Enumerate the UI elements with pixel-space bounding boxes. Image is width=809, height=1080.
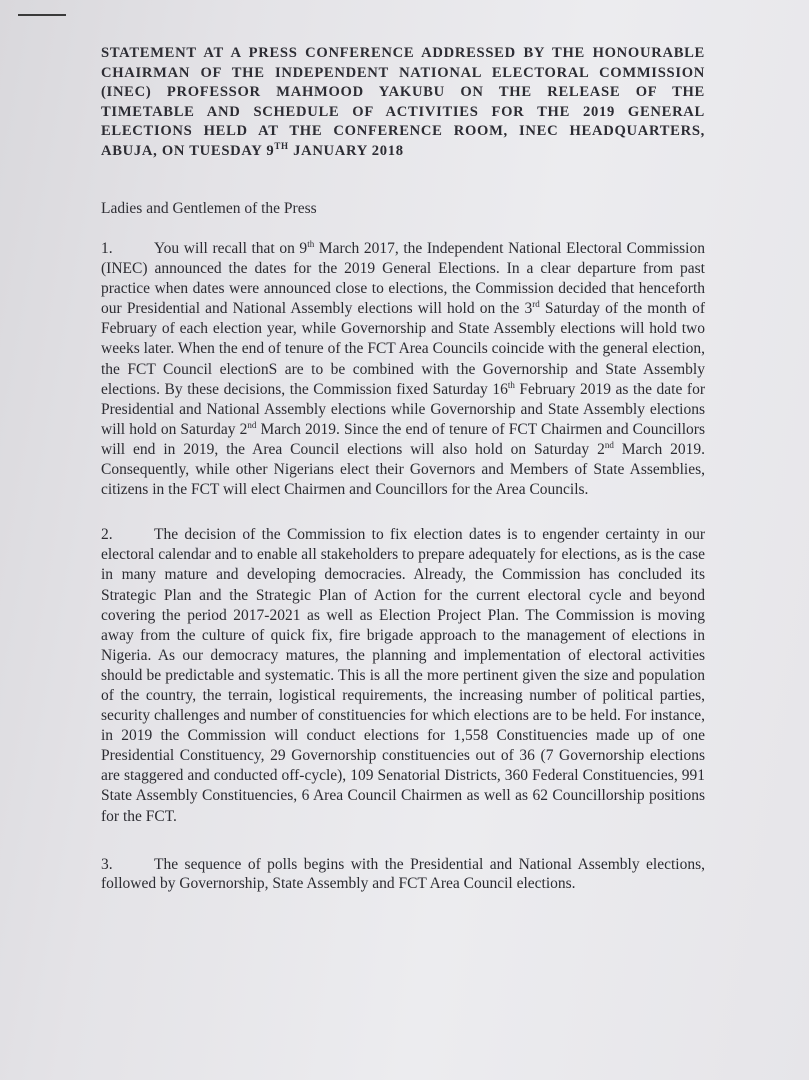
paragraph-text: March 2019. Since the end of tenure of FCT Chairmen and Councillors will end in 2019, the Area Council elections will also hold on Saturday 2 bbox=[101, 420, 705, 458]
ordinal-suffix: th bbox=[507, 379, 515, 390]
paragraph-3 bbox=[101, 855, 705, 893]
ordinal-suffix: rd bbox=[532, 299, 540, 310]
corner-mark bbox=[18, 14, 66, 16]
paragraph-text: February 2019 as the date for Presidential and National Assembly elections while Governorship and State Assembly elections will hold on Saturday 2 bbox=[101, 380, 705, 438]
paragraph-number: 2. bbox=[101, 526, 113, 544]
paragraph-number: 1. bbox=[101, 240, 113, 257]
ordinal-suffix: nd bbox=[247, 419, 257, 430]
paragraph-text: Saturday of the month of February of each election year, while Governorship and State Assembly elections will hold two weeks later. When the end of tenure of the FCT Area Councils coincide with the general election, the FCT Council electionS are to be combined with the Governorship and State Assembly elections. By these decisions, the Commission fixed Saturday 16 bbox=[101, 300, 705, 398]
title-text-end: JANUARY 2018 bbox=[288, 142, 404, 159]
ordinal-suffix: nd bbox=[604, 439, 614, 450]
paragraph-2 bbox=[101, 525, 705, 826]
document-title bbox=[101, 44, 705, 161]
title-text: STATEMENT AT A PRESS CONFERENCE ADDRESSED BY THE HONOURABLE CHAIRMAN OF THE INDEPENDENT NATIONAL ELECTORAL COMMISSION (INEC) PROFESSOR MAHMOOD YAKUBU ON THE RELEASE OF THE TIMETABLE AND SCHEDULE OF ACTIVITIES FOR THE 2019 GENERAL ELECTIONS HELD AT THE CONFERENCE ROOM, INEC HEADQUARTERS, ABUJA, ON TUESDAY 9 bbox=[101, 45, 705, 159]
paragraph-text: The sequence of polls begins with the Presidential and National Assembly elections, followed by Governorship, State Assembly and FCT Area Council elections. bbox=[101, 855, 705, 892]
ordinal-suffix: th bbox=[307, 238, 315, 249]
salutation: Ladies and Gentlemen of the Press bbox=[101, 200, 317, 217]
paragraph-text: You will recall that on 9 bbox=[154, 240, 308, 257]
paragraph-number: 3. bbox=[101, 855, 113, 873]
document-body bbox=[101, 44, 705, 893]
paragraph-text: The decision of the Commission to fix election dates is to engender certainty in our electoral calendar and to enable all stakeholders to prepare adequately for elections, as is the case in many mature and developing democracies. Already, the Commission has concluded its Strategic Plan and the Strategic Plan of Action for the current electoral cycle and beyond covering the period 2017-2021 as well as Election Project Plan. The Commission is moving away from the culture of quick fix, fire brigade approach to the management of elections in Nigeria. As our democracy matures, the planning and implementation of electoral activities should be predictable and systematic. This is all the more pertinent given the size and population of the country, the terrain, logistical requirements, the increasing number of political parties, security challenges and number of constituencies for which elections are to be held. For instance, in 2019 the Commission will conduct elections for 1,558 Constituencies made up of one Presidential Constituency, 29 Governorship constituencies out of 36 (7 Governorship elections are staggered and conducted off-cycle), 109 Senatorial Districts, 360 Federal Constituencies, 991 State Assembly Constituencies, 6 Area Council Chairmen as well as 62 Councillorship positions for the FCT. bbox=[101, 526, 705, 825]
paragraph-text: March 2019. Consequently, while other Nigerians elect their Governors and Members of State Assemblies, citizens in the FCT will elect Chairmen and Councillors for the Area Councils. bbox=[101, 440, 706, 499]
title-ordinal: TH bbox=[274, 140, 289, 151]
paragraph-text: March 2017, the Independent National Electoral Commission (INEC) announced the dates for the 2019 General Elections. In a clear departure from past practice when dates were announced close to elections, the Commission decided that henceforth our Presidential and National Assembly elections will hold on the 3 bbox=[101, 240, 705, 318]
paragraph-1 bbox=[101, 239, 705, 500]
